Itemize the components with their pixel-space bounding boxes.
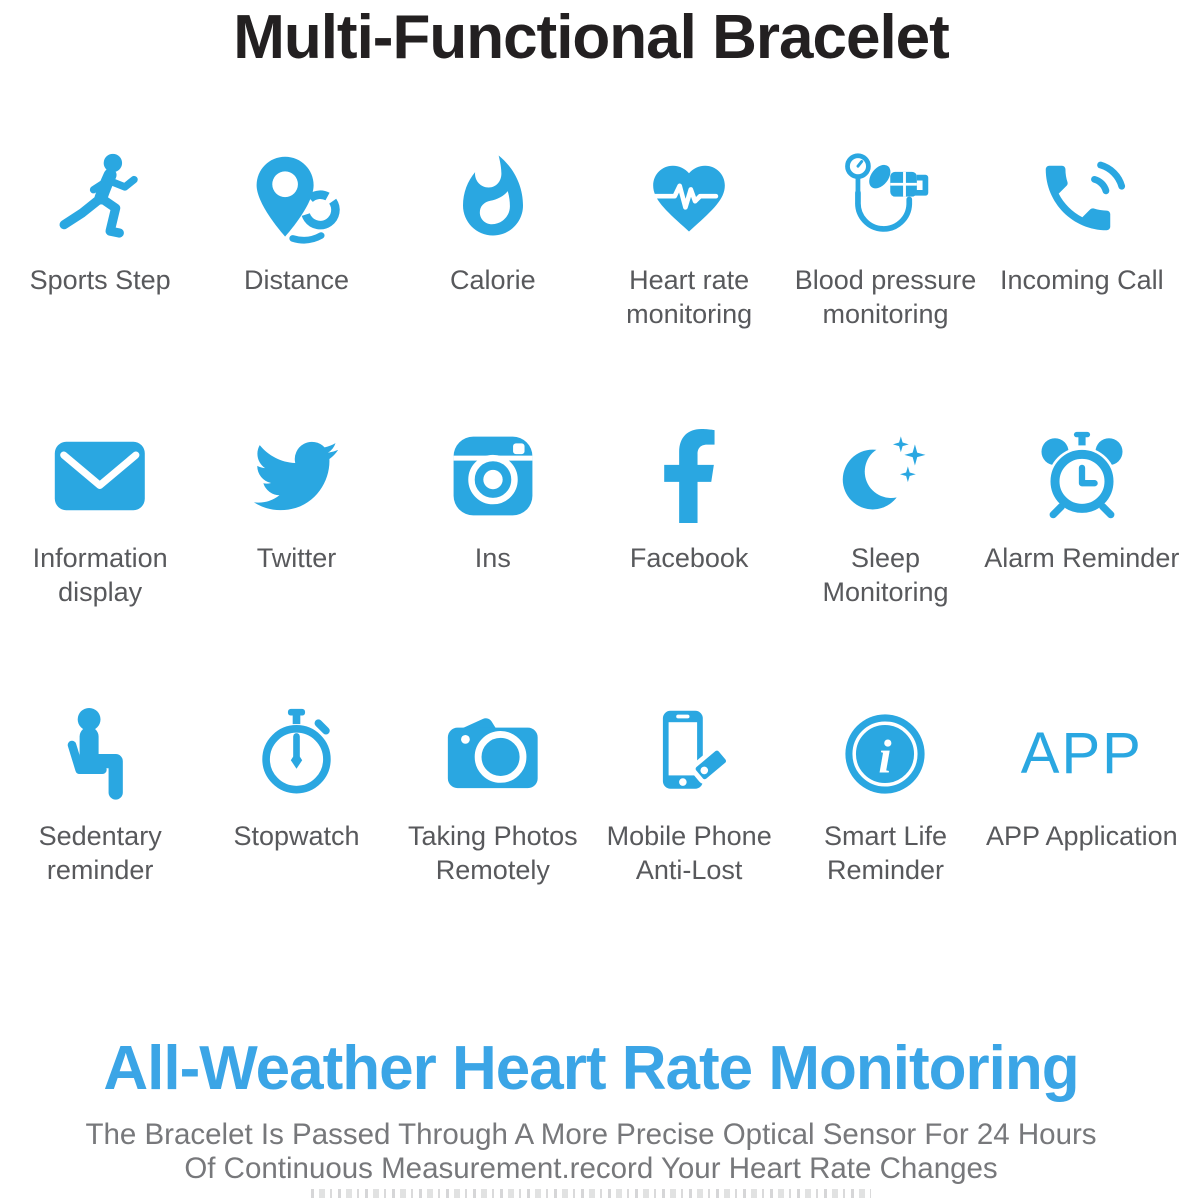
feature-label-line: Stopwatch	[233, 821, 360, 851]
location-pin-icon	[249, 139, 344, 257]
feature-item	[591, 139, 787, 331]
feature-label	[986, 819, 1178, 853]
feature-label-line: Calorie	[450, 265, 536, 295]
feature-label-line: Twitter	[256, 543, 337, 573]
feature-item	[395, 695, 591, 887]
bottom-section	[0, 1033, 1182, 1198]
feature-label-line: Alarm Reminder	[984, 543, 1180, 573]
feature-label	[630, 541, 749, 575]
envelope-icon	[53, 417, 147, 535]
feature-label-line: monitoring	[822, 299, 949, 329]
feature-label-line: Mobile Phone	[606, 821, 772, 851]
heart-ecg-icon	[646, 139, 732, 257]
feature-label	[984, 541, 1179, 575]
feature-item	[198, 417, 394, 609]
feature-label	[30, 263, 171, 297]
feature-label-line: Information	[32, 543, 168, 573]
cutoff-text-remnant	[311, 1189, 871, 1198]
feature-item	[787, 417, 983, 609]
sedentary-icon	[53, 695, 148, 813]
feature-item	[984, 139, 1180, 331]
feature-item	[591, 417, 787, 609]
feature-label	[1000, 263, 1164, 297]
feature-label-line: Heart rate	[629, 265, 750, 295]
feature-label-line: Sleep	[850, 543, 921, 573]
feature-label-line: Sports Step	[29, 265, 171, 295]
feature-label-line: Smart Life	[823, 821, 948, 851]
phone-call-icon	[1035, 139, 1128, 257]
svg-text:i: i	[878, 731, 893, 784]
feature-label-line: Monitoring	[822, 577, 949, 607]
feature-label	[626, 263, 752, 331]
feature-label-line: Anti-Lost	[635, 855, 743, 885]
moon-stars-icon	[841, 417, 929, 535]
feature-item	[591, 695, 787, 887]
feature-item	[984, 695, 1180, 887]
feature-item	[2, 695, 198, 887]
feature-item	[2, 139, 198, 331]
flame-icon	[448, 139, 538, 257]
alarm-clock-icon	[1037, 417, 1127, 535]
page-title: Multi-Functional Bracelet	[233, 3, 949, 72]
twitter-icon	[254, 417, 338, 535]
feature-label	[233, 819, 359, 853]
feature-label	[822, 541, 948, 609]
feature-item	[2, 417, 198, 609]
feature-label-line: Facebook	[629, 543, 749, 573]
feature-label-line: reminder	[46, 855, 154, 885]
feature-item	[395, 417, 591, 609]
instagram-icon	[450, 417, 536, 535]
feature-label-line: Ins	[474, 543, 511, 573]
app-text-icon: APP	[1020, 721, 1143, 786]
bottom-heading: All-Weather Heart Rate Monitoring	[103, 1034, 1079, 1103]
feature-label-line: Distance	[243, 265, 350, 295]
feature-item	[984, 417, 1180, 609]
feature-label	[33, 541, 168, 609]
feature-label	[257, 541, 337, 575]
feature-label-line: APP Application	[986, 821, 1178, 851]
feature-item	[787, 695, 983, 887]
phone-anti-lost-icon	[642, 695, 737, 813]
feature-label-line: Sedentary	[38, 821, 162, 851]
runner-icon	[54, 139, 146, 257]
feature-label	[408, 819, 578, 887]
info-icon	[841, 695, 929, 813]
facebook-icon	[660, 417, 719, 535]
feature-label	[450, 263, 536, 297]
feature-item	[198, 139, 394, 331]
feature-label-line: monitoring	[626, 299, 753, 329]
feature-label	[607, 819, 772, 887]
feature-item	[198, 695, 394, 887]
bottom-subtext-line2: Of Continuous Measurement.record Your Heart Rate Changes	[184, 1152, 998, 1185]
feature-label	[39, 819, 162, 887]
feature-label	[795, 263, 977, 331]
bottom-subtext-line1: The Bracelet Is Passed Through A More Precise Optical Sensor For 24 Hours	[85, 1118, 1097, 1151]
feature-item	[395, 139, 591, 331]
feature-label-line: Remotely	[435, 855, 550, 885]
stopwatch-icon	[249, 695, 344, 813]
feature-label-line: Reminder	[826, 855, 945, 885]
feature-label	[475, 541, 511, 575]
camera-icon	[442, 695, 544, 813]
app-text-icon	[1021, 695, 1143, 813]
feature-item	[787, 139, 983, 331]
feature-label	[244, 263, 349, 297]
feature-grid	[0, 139, 1182, 887]
feature-label-line: Taking Photos	[408, 821, 578, 851]
feature-label	[824, 819, 947, 887]
blood-pressure-icon	[838, 139, 933, 257]
feature-label-line: display	[58, 577, 143, 607]
feature-label-line: Blood pressure	[794, 265, 977, 295]
feature-label-line: Incoming Call	[1000, 265, 1164, 295]
